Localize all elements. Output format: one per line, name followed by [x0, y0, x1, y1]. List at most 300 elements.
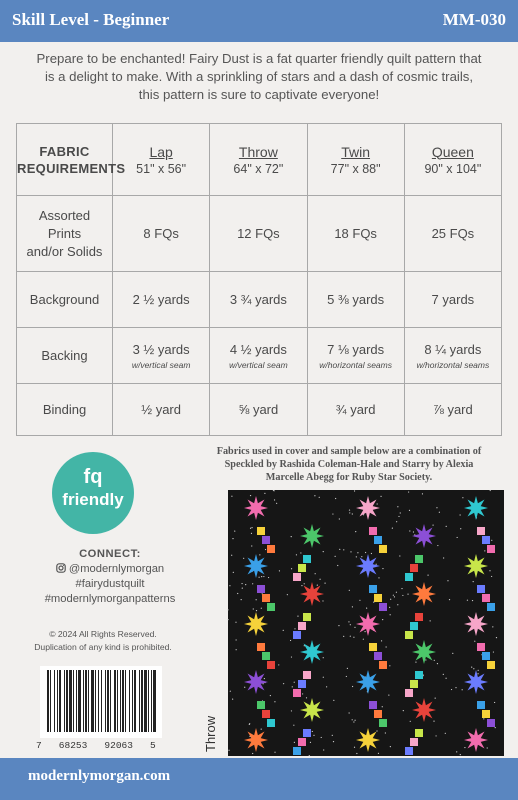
quilt-square	[267, 661, 275, 669]
speckle	[323, 749, 324, 750]
speckle	[315, 573, 316, 574]
quilt-star	[300, 640, 324, 664]
skill-level: Skill Level - Beginner	[12, 10, 170, 29]
speckle	[366, 608, 367, 609]
speckle	[302, 693, 303, 694]
speckle	[252, 753, 253, 754]
size-queen: Queen 90" x 104"	[404, 124, 501, 196]
speckle	[445, 678, 446, 679]
speckle	[449, 599, 450, 600]
speckle	[396, 521, 397, 522]
speckle	[261, 729, 262, 730]
row-label: Background	[17, 272, 113, 328]
quilt-square	[379, 603, 387, 611]
speckle	[473, 668, 474, 669]
quilt-square	[379, 719, 387, 727]
speckle	[232, 699, 233, 700]
speckle	[432, 524, 433, 525]
barcode-bar	[114, 670, 116, 732]
website-link[interactable]: modernlymorgan.com	[28, 768, 171, 784]
speckle	[409, 530, 410, 531]
quilt-star	[412, 524, 436, 548]
speckle	[346, 676, 347, 677]
speckle	[356, 753, 357, 754]
quilt-square	[415, 729, 423, 737]
quilt-star	[300, 698, 324, 722]
speckle	[228, 750, 229, 751]
quilt-square	[293, 689, 301, 697]
speckle	[354, 490, 355, 491]
speckle	[478, 670, 479, 671]
quilt-square	[262, 710, 270, 718]
speckle	[251, 545, 252, 546]
speckle	[264, 493, 265, 494]
speckle	[338, 625, 339, 626]
barcode-bar	[91, 670, 94, 732]
quilt-square	[298, 564, 306, 572]
speckle	[250, 528, 251, 529]
speckle	[283, 630, 284, 631]
table-row	[17, 196, 502, 272]
speckle	[349, 512, 350, 513]
speckle	[332, 513, 333, 514]
speckle	[425, 659, 426, 660]
speckle	[435, 735, 436, 736]
speckle	[241, 583, 242, 584]
speckle	[233, 572, 234, 573]
speckle	[376, 564, 377, 565]
speckle	[291, 710, 292, 711]
speckle	[322, 600, 323, 601]
quilt-star	[356, 496, 380, 520]
speckle	[232, 538, 233, 539]
quilt-square	[410, 564, 418, 572]
size-twin: Twin 77" x 88"	[307, 124, 404, 196]
speckle	[457, 537, 458, 538]
speckle	[347, 668, 348, 669]
speckle	[326, 686, 327, 687]
speckle	[352, 686, 353, 687]
speckle	[251, 527, 252, 528]
speckle	[378, 753, 379, 754]
barcode-bar	[66, 670, 68, 732]
instagram-handle-link[interactable]: @modernlymorgan	[68, 563, 165, 575]
barcode-bars	[45, 670, 157, 732]
speckle	[460, 754, 461, 755]
speckle	[352, 606, 353, 607]
speckle	[265, 549, 266, 550]
speckle	[355, 531, 356, 532]
quilt-square	[477, 585, 485, 593]
quilt-star	[356, 670, 380, 694]
speckle	[363, 639, 364, 640]
speckle	[436, 507, 437, 508]
speckle	[268, 577, 269, 578]
quilt-square	[257, 643, 265, 651]
quilt-square	[379, 661, 387, 669]
speckle	[319, 497, 320, 498]
quilt-square	[410, 622, 418, 630]
table-cell: 4 ½ yards w/vertical seam	[210, 328, 307, 384]
speckle	[314, 495, 315, 496]
quilt-square	[374, 710, 382, 718]
quilt-star	[464, 612, 488, 636]
speckle	[274, 701, 275, 702]
speckle	[386, 646, 387, 647]
quilt-square	[410, 680, 418, 688]
table-cell: 25 FQs	[404, 196, 501, 272]
speckle	[376, 730, 377, 731]
top-banner	[0, 0, 518, 42]
speckle	[231, 496, 232, 497]
hashtag-2: #modernlymorganpatterns	[44, 593, 176, 605]
speckle	[312, 731, 313, 732]
bottom-banner	[0, 758, 518, 800]
speckle	[270, 695, 271, 696]
speckle	[235, 622, 236, 623]
speckle	[304, 583, 305, 584]
speckle	[489, 570, 490, 571]
quilt-square	[262, 594, 270, 602]
quilt-square	[374, 652, 382, 660]
quilt-square	[257, 701, 265, 709]
speckle	[323, 677, 324, 678]
speckle	[354, 627, 355, 628]
row-label: Backing	[17, 328, 113, 384]
speckle	[447, 580, 448, 581]
speckle	[335, 556, 336, 557]
table-cell: 3 ½ yards w/vertical seam	[113, 328, 210, 384]
quilt-star	[464, 670, 488, 694]
quilt-square	[298, 738, 306, 746]
speckle	[301, 585, 302, 586]
speckle	[343, 636, 344, 637]
speckle	[393, 595, 394, 596]
speckle	[390, 746, 391, 747]
speckle	[455, 687, 456, 688]
quilt-star	[464, 496, 488, 520]
speckle	[439, 512, 440, 513]
table-cell: 7 ⅛ yards w/horizontal seams	[307, 328, 404, 384]
speckle	[353, 637, 354, 638]
quilt-square	[303, 555, 311, 563]
quilt-star	[412, 582, 436, 606]
quilt-star	[412, 698, 436, 722]
speckle	[236, 639, 237, 640]
quilt-star	[244, 554, 268, 578]
quilt-square	[482, 710, 490, 718]
quilt-star	[356, 554, 380, 578]
quilt-square	[257, 527, 265, 535]
speckle	[402, 595, 403, 596]
speckle	[403, 710, 404, 711]
row-label: Assorted Prints and/or Solids	[17, 196, 113, 272]
quilt-square	[267, 603, 275, 611]
speckle	[452, 653, 453, 654]
quilt-star	[464, 728, 488, 752]
speckle	[451, 689, 452, 690]
speckle	[361, 556, 362, 557]
speckle	[394, 596, 395, 597]
speckle	[264, 678, 265, 679]
quilt-star	[300, 524, 324, 548]
speckle	[422, 493, 423, 494]
barcode-bar	[85, 670, 87, 732]
speckle	[230, 691, 231, 692]
speckle	[274, 499, 275, 500]
speckle	[253, 608, 254, 609]
quilt-square	[405, 747, 413, 755]
speckle	[259, 554, 260, 555]
speckle	[430, 620, 431, 621]
speckle	[306, 697, 307, 698]
quilt-square	[415, 613, 423, 621]
quilt-square	[415, 555, 423, 563]
barcode-bar	[73, 670, 74, 732]
speckle	[333, 741, 334, 742]
instagram-icon	[56, 563, 66, 573]
speckle	[392, 528, 393, 529]
speckle	[388, 694, 389, 695]
quilt-square	[369, 643, 377, 651]
quilt-square	[298, 680, 306, 688]
quilt-square	[293, 631, 301, 639]
speckle	[354, 720, 355, 721]
barcode-bar	[129, 670, 130, 732]
speckle	[242, 588, 243, 589]
speckle	[382, 706, 383, 707]
speckle	[396, 592, 397, 593]
quilt-square	[487, 545, 495, 553]
quilt-square	[477, 643, 485, 651]
quilt-square	[267, 545, 275, 553]
quilt-square	[487, 719, 495, 727]
table-cell: ½ yard	[113, 384, 210, 436]
speckle	[474, 641, 475, 642]
barcode-bar	[95, 670, 96, 732]
speckle	[244, 687, 245, 688]
speckle	[279, 570, 280, 571]
speckle	[381, 640, 382, 641]
quilt-square	[303, 729, 311, 737]
quilt-square	[482, 652, 490, 660]
speckle	[467, 600, 468, 601]
barcode-bar	[139, 670, 140, 732]
speckle	[350, 551, 351, 552]
quilt-square	[477, 527, 485, 535]
table-cell: 8 ¼ yards w/horizontal seams	[404, 328, 501, 384]
fabric-requirements-table	[16, 123, 502, 436]
speckle	[437, 545, 438, 546]
speckle	[473, 581, 474, 582]
quilt-square	[487, 603, 495, 611]
intro-text: Prepare to be enchanted! Fairy Dust is a fat quarter friendly quilt pattern that is a delight to make. With a sprinkling of stars and a dash of cosmic trails, this pattern is sure to captivate everyone!	[36, 51, 482, 102]
speckle	[382, 619, 383, 620]
speckle	[241, 599, 242, 600]
speckle	[408, 491, 409, 492]
barcode-bar	[54, 670, 55, 732]
speckle	[399, 555, 400, 556]
barcode-bar	[59, 670, 61, 732]
speckle	[407, 594, 408, 595]
speckle	[460, 528, 461, 529]
speckle	[443, 674, 444, 675]
speckle	[245, 584, 246, 585]
speckle	[349, 590, 350, 591]
speckle	[353, 721, 354, 722]
speckle	[310, 742, 311, 743]
pattern-code: MM-030	[442, 10, 506, 29]
speckle	[337, 565, 338, 566]
quilt-square	[369, 527, 377, 535]
speckle	[251, 533, 252, 534]
barcode-bar	[148, 670, 149, 732]
speckle	[332, 735, 333, 736]
barcode-bar	[64, 670, 65, 732]
barcode-bar	[98, 670, 99, 732]
speckle	[339, 518, 340, 519]
barcode-bar	[88, 670, 89, 732]
speckle	[323, 551, 324, 552]
barcode-bar	[101, 670, 102, 732]
table-row	[17, 384, 502, 436]
speckle	[296, 554, 297, 555]
speckle	[227, 609, 228, 610]
speckle	[300, 552, 301, 553]
speckle	[278, 664, 279, 665]
speckle	[252, 583, 253, 584]
speckle	[462, 497, 463, 498]
speckle	[256, 610, 257, 611]
table-cell: 8 FQs	[113, 196, 210, 272]
quilt-square	[405, 631, 413, 639]
quilt-square	[303, 671, 311, 679]
table-cell: 18 FQs	[307, 196, 404, 272]
quilt-star	[244, 670, 268, 694]
hashtag-1: #fairydustquilt	[75, 578, 145, 590]
speckle	[483, 718, 484, 719]
barcode-bar	[134, 670, 136, 732]
quilt-star	[464, 554, 488, 578]
size-lap: Lap 51" x 56"	[113, 124, 210, 196]
speckle	[352, 513, 353, 514]
speckle	[352, 719, 353, 720]
quilt-square	[374, 594, 382, 602]
barcode-bar	[107, 670, 109, 732]
table-cell: 5 ⅜ yards	[307, 272, 404, 328]
speckle	[378, 577, 379, 578]
barcode-bar	[76, 670, 77, 732]
speckle	[471, 666, 472, 667]
speckle	[437, 663, 438, 664]
speckle	[350, 624, 351, 625]
quilt-star	[244, 612, 268, 636]
barcode-bar	[132, 670, 133, 732]
barcode-bar	[57, 670, 58, 732]
quilt-star	[356, 728, 380, 752]
speckle	[236, 649, 237, 650]
barcode-bar	[144, 670, 147, 732]
speckle	[290, 640, 291, 641]
quilt-square	[293, 573, 301, 581]
speckle	[477, 673, 478, 674]
speckle	[293, 725, 294, 726]
row-label: Binding	[17, 384, 113, 436]
speckle	[494, 702, 495, 703]
speckle	[349, 509, 350, 510]
speckle	[237, 593, 238, 594]
connect-block: CONNECT: @modernlymorgan #fairydustquilt #modernlymorganpatterns	[30, 547, 190, 607]
quilt-square	[293, 747, 301, 755]
quilt-size-label: Throw	[203, 715, 218, 752]
speckle	[348, 621, 349, 622]
speckle	[377, 503, 378, 504]
speckle	[400, 512, 401, 513]
instagram-handle-line	[30, 562, 190, 577]
speckle	[354, 747, 355, 748]
quilt-image	[208, 490, 504, 756]
quilt-square	[487, 661, 495, 669]
speckle	[390, 599, 391, 600]
quilt-square	[369, 585, 377, 593]
table-cell: ⅝ yard	[210, 384, 307, 436]
barcode-bar	[83, 670, 84, 732]
quilt-square	[482, 594, 490, 602]
speckle	[364, 631, 365, 632]
speckle	[294, 742, 295, 743]
speckle	[349, 712, 350, 713]
barcode-bar	[151, 670, 152, 732]
fq-friendly-badge: fq friendly	[52, 452, 134, 534]
speckle	[297, 616, 298, 617]
speckle	[359, 600, 360, 601]
quilt-square	[303, 613, 311, 621]
table-header-row	[17, 124, 502, 196]
speckle	[291, 568, 292, 569]
speckle	[319, 579, 320, 580]
speckle	[256, 599, 257, 600]
speckle	[397, 604, 398, 605]
quilt-square	[262, 536, 270, 544]
quilt-star	[300, 582, 324, 606]
speckle	[227, 619, 228, 620]
speckle	[231, 555, 232, 556]
speckle	[401, 588, 402, 589]
quilt-star	[412, 640, 436, 664]
speckle	[291, 656, 292, 657]
quilt-square	[482, 536, 490, 544]
speckle	[443, 557, 444, 558]
table-cell: ¾ yard	[307, 384, 404, 436]
speckle	[462, 689, 463, 690]
speckle	[276, 503, 277, 504]
speckle	[294, 628, 295, 629]
barcode-bar	[141, 670, 143, 732]
barcode-bar	[117, 670, 118, 732]
speckle	[410, 721, 411, 722]
speckle	[435, 698, 436, 699]
speckle	[339, 549, 340, 550]
speckle	[496, 637, 497, 638]
barcode-bar	[125, 670, 126, 732]
size-throw: Throw 64" x 72"	[210, 124, 307, 196]
speckle	[389, 607, 390, 608]
speckle	[261, 576, 262, 577]
quilt-square	[298, 622, 306, 630]
barcode-bar	[105, 670, 106, 732]
speckle	[243, 558, 244, 559]
table-cell: 2 ½ yards	[113, 272, 210, 328]
